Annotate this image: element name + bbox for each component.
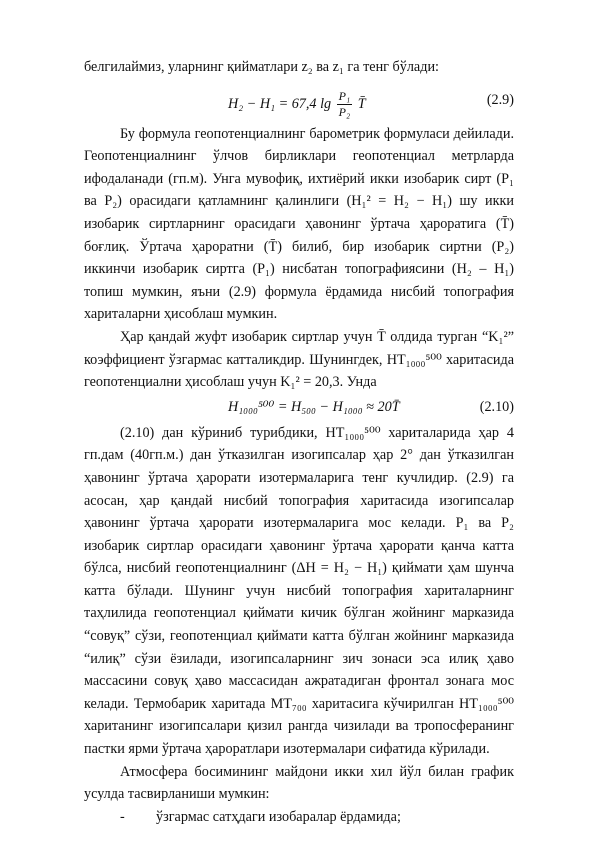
- list-dash: -: [120, 808, 125, 825]
- formula-2-9-expression: H₂ − H₁ = 67,4 lg $\frac{\text{P₁}}{\text{P₂}}$ T̄: [228, 88, 366, 119]
- formula-2-10-number: (2.10): [479, 398, 514, 415]
- paragraph-barometric-formula: Бу формула геопотенциалнинг барометрик формуласи дейилади. Геопотенциалнинг ўлчов бирликлари геопотенциал метрларда ифодаланади (гп.м). Унга мувофиқ, ихтиёрий икки изобарик сирт (P₁ ва P₂) орасидаги қатламнинг қалинлиги (H₁² = H₂ − H₁) шу икки изобарик сиртларнинг орасидаги ҳавонинг ўртача ҳароратига (T̄) боғлиқ. Ўртача ҳароратни (T̄) билиб, бир изобарик сиртни (P₂) иккинчи изобарик сиртга (P₁) нисбатан топографиясини (H₂ – H₁) топиш мумкин, яъни (2.9) формула ёрдамида нисбий топография хариталарни ҳисоблаш мумкин.: [84, 125, 514, 323]
- formula-2-9: [84, 79, 514, 123]
- list-item-isobars: [84, 806, 514, 829]
- formula-2-10-expression: H₁₀₀₀⁵⁰⁰ = H₅₀₀ − H₁₀₀₀ ≈ 20T̄: [228, 398, 400, 415]
- document-page: [84, 56, 514, 828]
- formula-2-10: [84, 394, 514, 422]
- pressure-ratio-fraction: $\frac{\text{P₁}}{\text{P₂}}$: [338, 88, 351, 119]
- paragraph-coefficient: Ҳар қандай жуфт изобарик сиртлар учун T̄ олдида турган “K₁²” коэффициент ўзгармас катталикдир. Шунингдек, НТ₁₀₀₀⁵⁰⁰ харитасида геопотенциални ҳисоблаш учун K₁² = 20,3. Унда: [84, 328, 514, 391]
- formula-2-9-number: (2.9): [486, 91, 514, 108]
- paragraph-pressure-field: Атмосфера босимининг майдони икки хил йўл билан график усулда тасвирланиши мумкин:: [84, 763, 514, 803]
- paragraph-relative-topography: (2.10) дан кўриниб турибдики, НТ₁₀₀₀⁵⁰⁰ хариталарида ҳар 4 гп.дам (40гп.м.) дан ўтказилган изогипсалар ҳар 2° дан ўтказилган ҳавонинг ўртача ҳарорати изотермаларига тенг кучлидир. (2.9) га асосан, ҳар қандай нисбий топография харитасида изогипсалар ҳавонинг ўртача ҳарорати изотермаларига мос келади. P₁ ва P₂ изобарик сиртлар орасидаги ҳавонинг ўртача ҳарорати қанча катта бўлса, нисбий геопотенциалнинг (ΔH = H₂ − H₁) қиймати ҳам шунча катта бўлади. Шунинг учун нисбий топография хариталарнинг таҳлилида геопотенциал қиймати кичик бўлган жойнинг марказида “совуқ” сўзи, геопотенциал қиймати катта бўлган жойнинг марказида “илиқ” сўзи ёзилади, изогипсаларнинг зич зонаси эса илиқ ҳаво массасини совуқ ҳаво массасидан ажратадиган фронтал зонага мос келади. Термобарик харитада МТ₇₀₀ харитасига кўчирилган НТ₁₀₀₀⁵⁰⁰ хаританинг изогипсалари қизил рангда чизилади ва тропосферанинг пастки ярми ўртача ҳароратлари изотермалари сифатида кўрилади.: [84, 424, 514, 758]
- list-item-text: ўзгармас сатҳдаги изобаралар ёрдамида;: [156, 808, 401, 825]
- intro-line: белгилаймиз, уларнинг қийматлари z₂ ва z₁ га тенг бўлади:: [84, 59, 439, 75]
